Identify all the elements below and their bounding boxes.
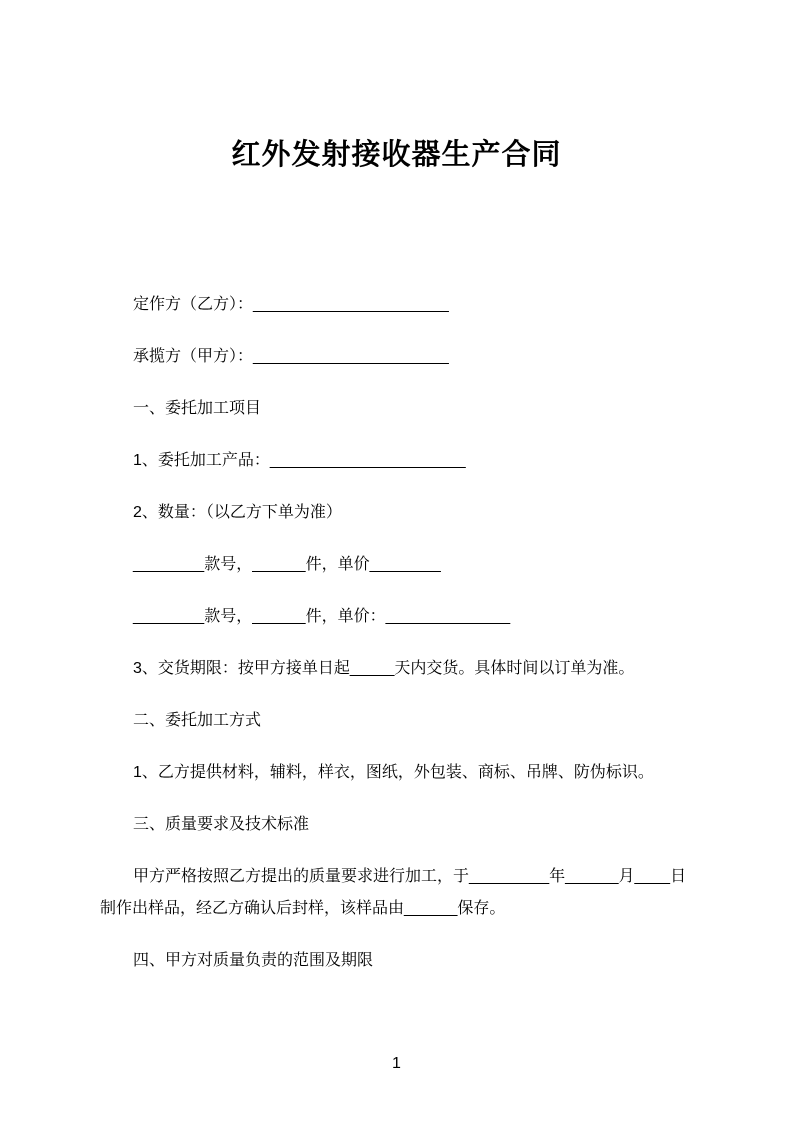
document-body (100, 289, 693, 977)
item-materials-provided: 1、乙方提供材料，辅料，样衣，图纸，外包装、商标、吊牌、防伪标识。 (133, 764, 654, 781)
para-quality-sample: 甲方严格按照乙方提出的质量要求进行加工，于_________年______月____日制作出样品，经乙方确认后封样，该样品由______保存。 (100, 868, 687, 917)
section-1-heading: 一、委托加工项目 (133, 400, 262, 417)
section-2-heading: 二、委托加工方式 (133, 712, 262, 729)
item-delivery-deadline: 3、交货期限：按甲方接单日起_____天内交货。具体时间以订单为准。 (133, 660, 635, 677)
section-3-heading: 三、质量要求及技术标准 (133, 816, 310, 833)
blank-style-line-1: ________款号，______件，单价________ (133, 556, 441, 573)
item-quantity: 2、数量：（以乙方下单为准） (133, 504, 342, 521)
section-4-heading: 四、甲方对质量负责的范围及期限 (133, 952, 374, 969)
page-number: 1 (392, 1055, 401, 1072)
party-line-ordering: 定作方（乙方）：______________________ (133, 296, 449, 313)
document-title: 红外发射接收器生产合同 (231, 139, 562, 171)
item-commissioned-product: 1、委托加工产品：______________________ (133, 452, 466, 469)
blank-style-line-2: ________款号，______件，单价：______________ (133, 608, 511, 625)
party-line-contractor: 承揽方（甲方）：______________________ (133, 348, 449, 365)
